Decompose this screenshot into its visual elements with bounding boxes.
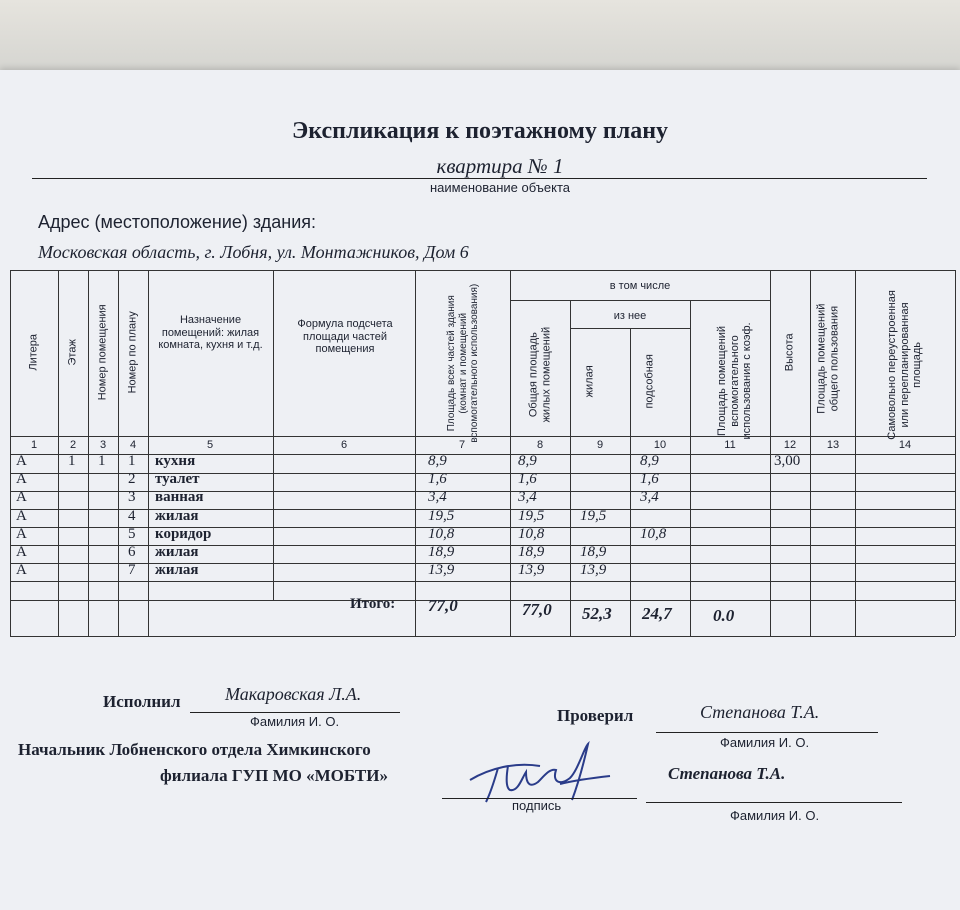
header-living-total: Общая площадь жилых помещений	[527, 326, 552, 423]
row-total-area: 8,9	[428, 453, 447, 469]
row-total-area: 19,5	[428, 507, 455, 524]
header-litera: Литера	[27, 334, 40, 371]
totals-living-total: 77,0	[522, 600, 552, 619]
object-name: квартира № 1	[436, 154, 564, 178]
row-height: 3,00	[774, 453, 801, 469]
row-name: ванная	[155, 489, 204, 506]
header-purpose: Назначение помещений: жилая комната, кухня и т.д.	[158, 314, 263, 352]
row-litera: А	[16, 471, 27, 488]
row-plan: 1	[128, 453, 136, 469]
row-plan: 3	[128, 489, 136, 506]
table-line	[10, 509, 955, 510]
object-underline	[32, 178, 927, 179]
column-number: 7	[458, 439, 466, 451]
table-line	[630, 328, 631, 636]
header-living: жилая	[583, 365, 596, 398]
background-wall	[0, 0, 960, 80]
totals-total-area: 77,0	[428, 596, 458, 615]
column-number: 4	[129, 439, 137, 451]
object-caption: наименование объекта	[430, 180, 570, 195]
column-number: 10	[653, 439, 667, 451]
row-plan: 7	[128, 562, 136, 579]
table-line	[415, 270, 416, 636]
header-group-including: в том числе	[609, 280, 671, 292]
chief-name: Степанова Т.А.	[668, 764, 786, 783]
column-number: 5	[206, 439, 214, 451]
chief-title-line2: филиала ГУП МО «МОБТИ»	[160, 766, 388, 785]
column-number: 1	[30, 439, 38, 451]
column-number: 13	[826, 439, 840, 451]
row-living-total: 18,9	[518, 544, 545, 560]
performed-caption: Фамилия И. О.	[250, 714, 340, 729]
column-number: 9	[596, 439, 604, 451]
row-living-total: 8,9	[518, 453, 537, 469]
table-line	[148, 270, 149, 636]
table-line	[10, 545, 955, 546]
row-total-area: 3,4	[428, 489, 447, 506]
row-name: жилая	[155, 507, 199, 524]
address-value: Московская область, г. Лобня, ул. Монтажников, Дом 6	[38, 242, 469, 262]
row-utility: 1,6	[640, 471, 659, 488]
table-line	[10, 581, 955, 582]
table-border	[955, 270, 956, 636]
table-line	[10, 491, 955, 492]
row-utility: 3,4	[640, 489, 659, 506]
header-floor: Этаж	[66, 339, 79, 366]
column-number: 14	[898, 439, 912, 451]
table-line	[88, 270, 89, 636]
header-utility: подсобная	[643, 354, 656, 409]
checked-name: Степанова Т.А.	[700, 702, 820, 722]
table-line	[10, 454, 955, 455]
table-line	[118, 270, 119, 636]
checked-underline	[656, 732, 878, 733]
row-plan: 6	[128, 544, 136, 560]
row-name: туалет	[155, 471, 200, 488]
table-line	[770, 270, 771, 636]
row-name: коридор	[155, 525, 212, 542]
header-height: Высота	[783, 333, 796, 372]
table-line	[273, 270, 274, 600]
table-line	[10, 436, 955, 437]
signature-caption: подпись	[512, 798, 562, 813]
column-number: 3	[99, 439, 107, 451]
checked-caption: Фамилия И. О.	[720, 735, 810, 750]
column-number: 12	[783, 439, 797, 451]
header-plan-number: Номер по плану	[126, 311, 139, 394]
row-living-total: 1,6	[518, 471, 537, 488]
performed-name: Макаровская Л.А.	[225, 684, 362, 704]
header-common-area: Площадь помещений общего пользования	[815, 303, 840, 414]
row-living-total: 19,5	[518, 507, 545, 524]
row-name: жилая	[155, 544, 199, 560]
row-plan: 4	[128, 507, 136, 524]
header-total-area: Площадь всех частей здания (комнат и помещений вспомогательного использования)	[445, 283, 480, 443]
row-living-total: 3,4	[518, 489, 537, 506]
row-total-area: 10,8	[428, 525, 455, 542]
table-line	[10, 527, 955, 528]
table-line	[510, 270, 511, 636]
chief-name-caption: Фамилия И. О.	[730, 808, 820, 823]
row-living: 19,5	[580, 507, 607, 524]
row-total-area: 13,9	[428, 562, 455, 579]
table-line	[10, 600, 955, 601]
table-line	[10, 563, 955, 564]
row-plan: 2	[128, 471, 136, 488]
performed-underline	[190, 712, 400, 713]
header-subgroup-of-it: из нее	[613, 310, 647, 322]
header-room-number: Номер помещения	[96, 304, 109, 401]
totals-living: 52,3	[582, 604, 612, 623]
table-border	[10, 270, 11, 636]
table-line	[58, 270, 59, 636]
row-name: жилая	[155, 562, 199, 579]
table-line	[855, 270, 856, 636]
header-unauthorized-area: Самовольно переустроенная или перепланированная площадь	[886, 290, 924, 440]
row-living-total: 10,8	[518, 525, 545, 542]
row-litera: А	[16, 507, 27, 524]
column-number: 8	[536, 439, 544, 451]
row-living: 13,9	[580, 562, 607, 579]
row-living: 18,9	[580, 544, 607, 560]
row-litera: А	[16, 544, 27, 560]
row-plan: 5	[128, 525, 136, 542]
row-room: 1	[98, 453, 106, 469]
chief-title-line1: Начальник Лобненского отдела Химкинского	[18, 740, 371, 759]
table-line	[810, 270, 811, 636]
totals-label: Итого:	[350, 596, 396, 612]
row-total-area: 1,6	[428, 471, 447, 488]
checked-label: Проверил	[557, 706, 634, 725]
row-utility: 8,9	[640, 453, 659, 469]
row-name: кухня	[155, 453, 196, 469]
table-border	[10, 270, 955, 271]
column-number: 6	[340, 439, 348, 451]
column-number: 11	[724, 439, 736, 451]
table-line	[10, 473, 955, 474]
table-line	[510, 300, 770, 301]
performed-label: Исполнил	[103, 692, 181, 711]
totals-auxiliary: 0.0	[713, 606, 735, 625]
column-number: 2	[69, 439, 77, 451]
header-formula: Формула подсчета площади частей помещения	[297, 318, 393, 356]
chief-name-underline	[646, 802, 902, 803]
header-auxiliary: Площадь помещений вспомогательного использования с коэф.	[716, 322, 754, 440]
row-total-area: 18,9	[428, 544, 455, 560]
row-litera: А	[16, 489, 27, 506]
table-line	[570, 300, 571, 636]
row-living-total: 13,9	[518, 562, 545, 579]
row-litera: А	[16, 525, 27, 542]
row-floor: 1	[68, 453, 76, 469]
table-line	[690, 300, 691, 636]
row-litera: А	[16, 562, 27, 579]
row-utility: 10,8	[640, 525, 667, 542]
totals-utility: 24,7	[642, 604, 672, 623]
row-litera: А	[16, 453, 27, 469]
table-border	[10, 636, 955, 637]
document-title: Экспликация к поэтажному плану	[291, 118, 669, 144]
address-label: Адрес (местоположение) здания:	[38, 212, 317, 232]
explication-table	[10, 270, 955, 640]
